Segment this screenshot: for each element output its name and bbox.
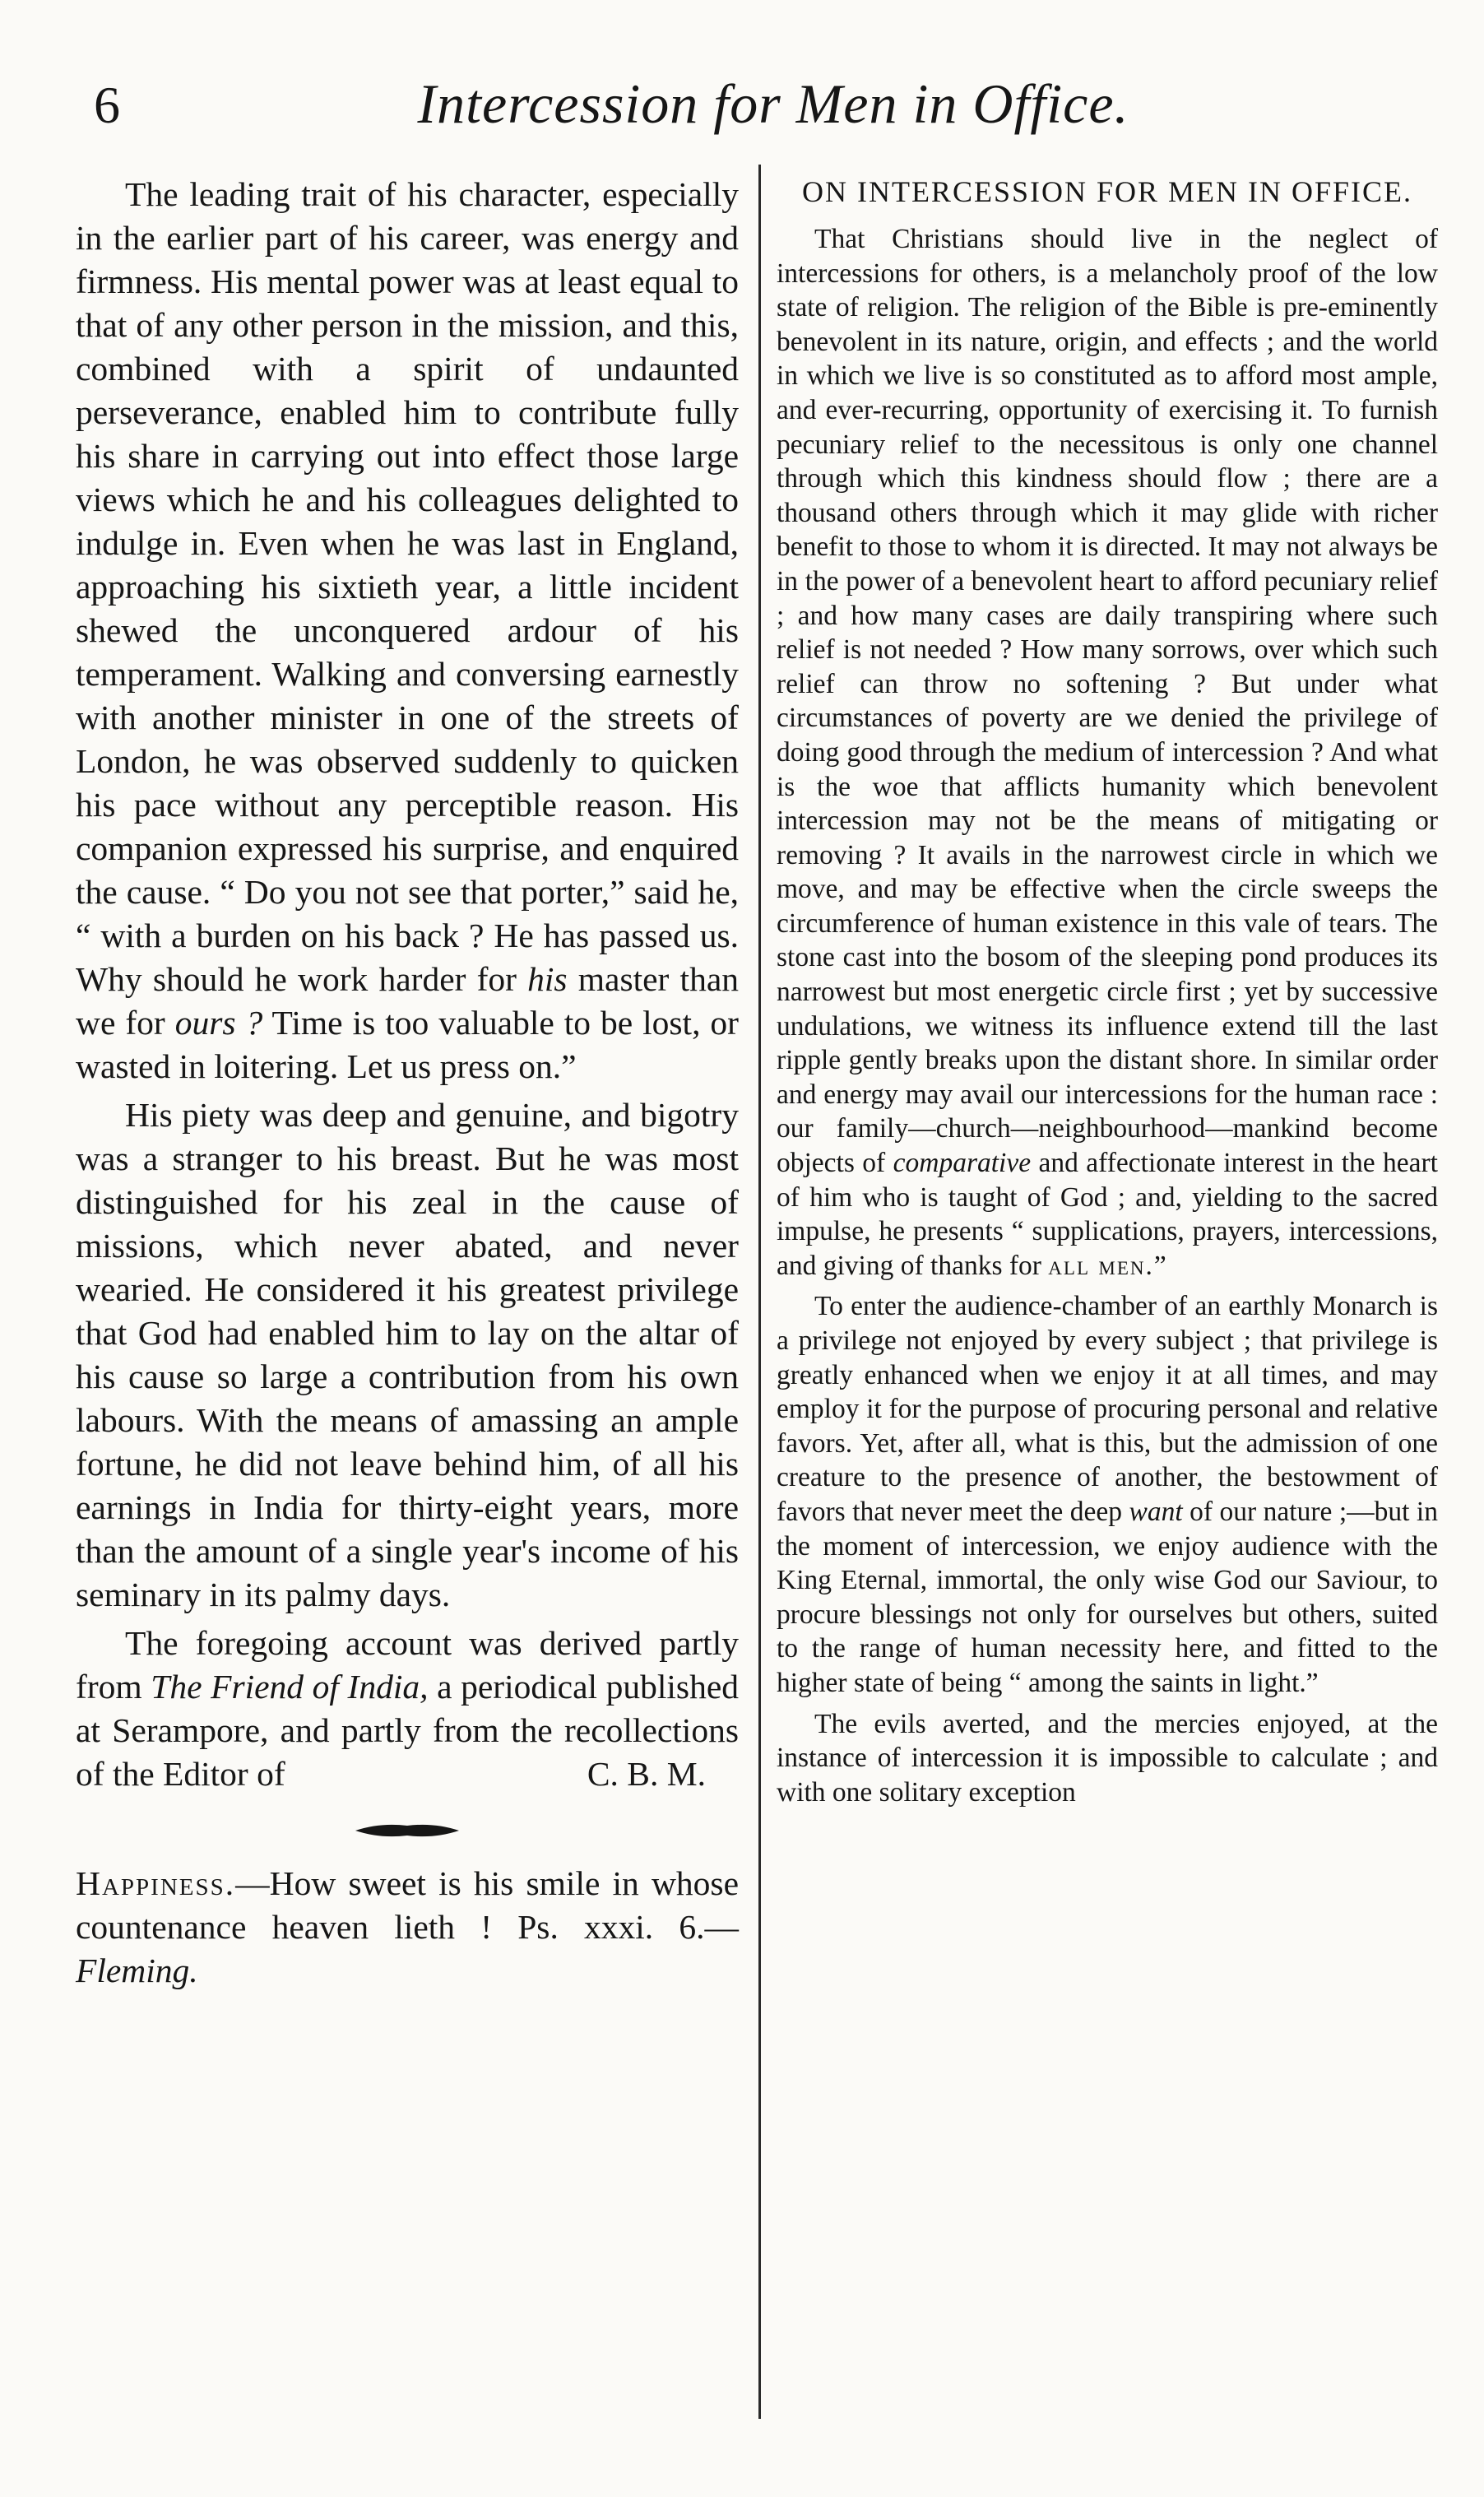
paragraph-character	[76, 173, 739, 1088]
text-run: a periodical published at Serampore, and partly from the recollections of the Editor of	[76, 1668, 739, 1793]
text-run: of our nature ;—but in the moment of intercession, we enjoy audience with the King Eternal, immortal, the only wise God our Saviour, to procure blessings not only for ourselves but others, suited to the range of human necessity here, and fitted to the higher state of being “ among the saints in light.”	[777, 1496, 1438, 1698]
text-run: The foregoing account was derived partly from	[76, 1624, 739, 1706]
emphasis-all-men: all men.	[1048, 1250, 1154, 1281]
text-run: Time is too valuable to be lost, or wasted in loitering. Let us press on.”	[76, 1004, 739, 1085]
text-run: and affectionate interest in the heart of him who is taught of God ; and, yielding to the sacred impulse, he presents “ supplications, prayers, intercessions, and giving of thanks for	[777, 1148, 1438, 1281]
emphasis-his: his	[527, 960, 568, 998]
section-lead: Happiness.	[76, 1864, 236, 1902]
text-run: That Christians should live in the neglect of intercessions for others, is a melancholy proof of the low state of religion. The religion of the Bible is pre-eminently benevolent in its nature, origin, and effects ; and the world in which we live is so constituted as to afford most ample, and ever-recurring, opportunity of exercising it. To furnish pecuniary relief to the necessitous is only one channel through which this kindness should flow ; there are a thousand others through which it may glide with richer benefit to those to whom it is directed. It may not always be in the power of a benevolent heart to afford pecuniary relief ; and how many cases are daily transpiring where such relief is not needed ? How many sorrows, over which such relief can throw no softening ? But under what circumstances of poverty are we denied the privilege of doing good through the medium of intercession ? And what is the woe that afflicts humanity which benevolent intercession may not be the means of mitigating or removing ? It avails in the narrowest circle in which we move, and may be effective when the circle sweeps the circumference of human existence in this vale of tears. The stone cast into the bosom of the sleeping pond produces its narrowest but most energetic circle first ; yet by successive undulations, we witness its influence extend till the last ripple gently breaks upon the distant shore. In similar order and energy may avail our intercessions for the human race : our family—church—neighbourhood—mankind become objects of	[777, 224, 1438, 1179]
emphasis-want: want	[1129, 1496, 1183, 1527]
text-run: ”	[1153, 1250, 1166, 1281]
paragraph-happiness	[76, 1862, 739, 1993]
column-rule	[758, 165, 761, 2419]
ornament-divider	[76, 1821, 739, 1840]
page-number: 6	[94, 76, 120, 134]
running-title: Intercession for Men in Office.	[417, 72, 1129, 135]
article-heading: ON INTERCESSION FOR MEN IN OFFICE.	[801, 175, 1413, 208]
emphasis-comparative: comparative	[893, 1148, 1032, 1179]
paragraph-intercession-intro	[777, 222, 1438, 1283]
signature-initials: C. B. M.	[587, 1755, 706, 1793]
emphasis-ours: ours ?	[174, 1004, 263, 1042]
paragraph-piety: His piety was deep and genuine, and bigotry was a stranger to his breast. But he was most distinguished for his zeal in the cause of missions, which never abated, and never wearied. He considered it his greatest privilege that God had enabled him to lay on the altar of his cause so large a contribution from his own labours. With the means of amassing an ample fortune, he did not leave behind him, of all his earnings in India for thirty-eight years, more than the amount of a single year's income of his seminary in its palmy days.	[76, 1096, 739, 1613]
paragraph-audience	[777, 1289, 1438, 1700]
paragraph-evils: The evils averted, and the mercies enjoyed, at the instance of intercession it is impossible to calculate ; and with one solitary exception	[777, 1708, 1438, 1808]
text-run: The leading trait of his character, especially in the earlier part of his career, was energy and firmness. His mental power was at least equal to that of any other person in the mission, and this, combined with a spirit of undaunted perseverance, enabled him to contribute fully his share in carrying out into effect those large views which he and his colleagues delighted to indulge in. Even when he was last in England, approaching his sixtieth year, a little incident shewed the unconquered ardour of his temperament. Walking and conversing earnestly with another minister in one of the streets of London, he was observed suddenly to quicken his pace without any perceptible reason. His companion expressed his surprise, and enquired the cause. “ Do you not see that porter,” said he, “ with a burden on his back ? He has passed us. Why should he work harder for	[76, 175, 739, 998]
text-run: To enter the audience-chamber of an earthly Monarch is a privilege not enjoyed by every subject ; that privilege is greatly enhanced when we enjoy it at all times, and may employ it for the purpose of procuring personal and relative favors. Yet, after all, what is this, but the admission of one creature to the presence of another, the bestowment of favors that never meet the deep	[777, 1291, 1438, 1527]
periodical-title: The Friend of India,	[151, 1668, 429, 1706]
paragraph-source	[76, 1622, 739, 1796]
left-column	[76, 173, 739, 1993]
text-run: —How sweet is his smile in whose countenance heaven lieth ! Ps. xxxi. 6.—	[76, 1864, 739, 1946]
right-column	[777, 173, 1438, 1809]
author-name: Fleming.	[76, 1952, 198, 1989]
text-run: master than we for	[76, 960, 739, 1042]
